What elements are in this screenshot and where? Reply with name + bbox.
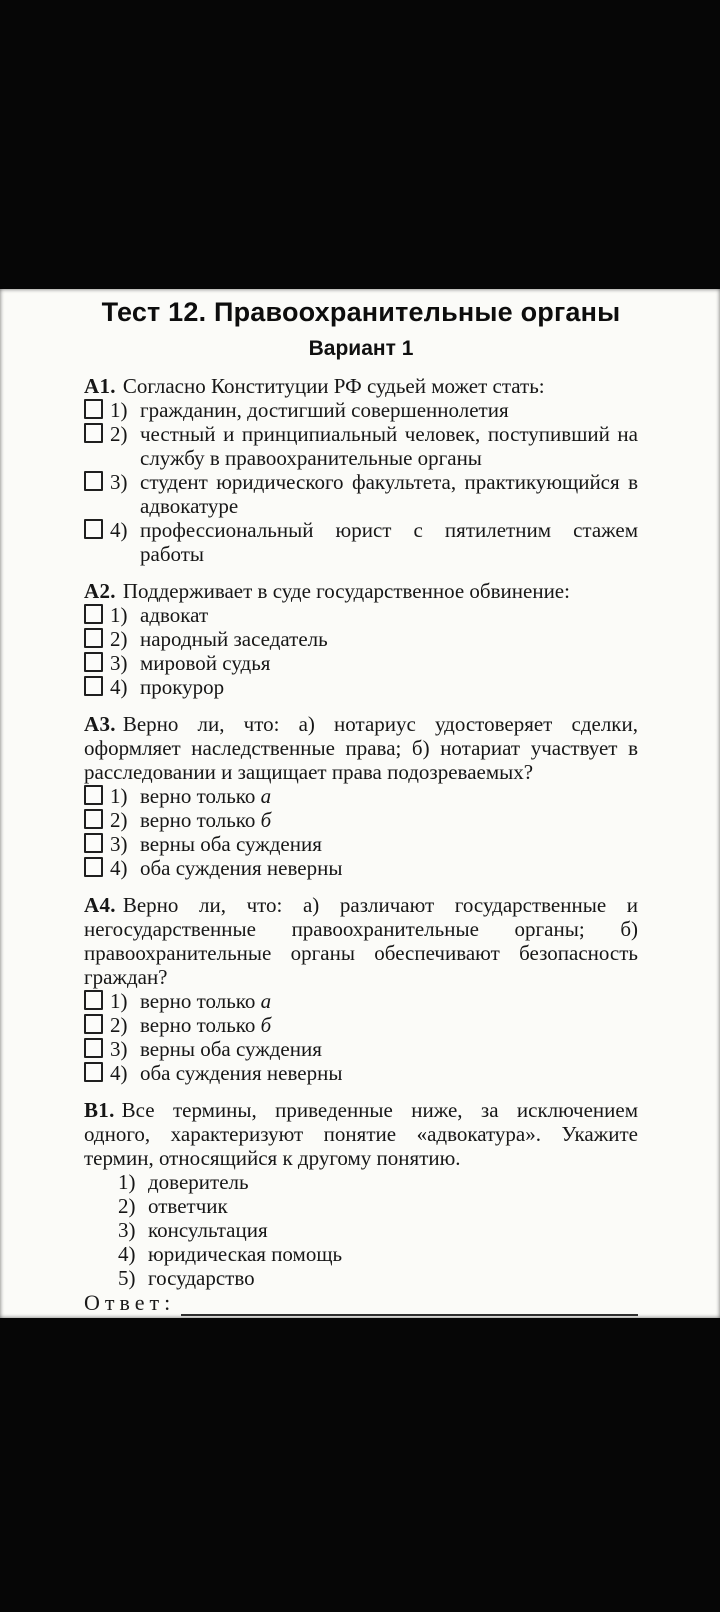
question-label: В1. bbox=[84, 1098, 115, 1122]
option-number: 1) bbox=[118, 1170, 136, 1194]
option-row bbox=[84, 1013, 638, 1037]
option-text: народный заседатель bbox=[140, 627, 328, 651]
answer-checkbox[interactable] bbox=[84, 1038, 103, 1058]
option-row bbox=[84, 784, 638, 808]
option-number: 1) bbox=[110, 784, 128, 808]
option-number: 4) bbox=[110, 856, 128, 880]
variant-label: Вариант 1 bbox=[308, 337, 414, 360]
option-text: прокурор bbox=[140, 675, 225, 699]
option-text: ответчик bbox=[148, 1194, 228, 1218]
question-text bbox=[84, 374, 638, 398]
option-row bbox=[84, 422, 638, 470]
option-text: верны оба суждения bbox=[140, 832, 322, 856]
option-number: 2) bbox=[110, 422, 128, 446]
option-text: государство bbox=[148, 1266, 255, 1290]
answer-blank-field[interactable] bbox=[181, 1290, 638, 1316]
option-text: верны оба суждения bbox=[140, 1037, 322, 1061]
option-row bbox=[84, 1037, 638, 1061]
option-number: 3) bbox=[110, 1037, 128, 1061]
answer-checkbox[interactable] bbox=[84, 990, 103, 1010]
page-title: Тест 12. Правоохранительные органы bbox=[101, 297, 621, 327]
answer-label: Ответ: bbox=[84, 1290, 176, 1315]
option-text: верно только а bbox=[140, 989, 272, 1013]
question-text bbox=[84, 579, 638, 603]
option-text: консультация bbox=[148, 1218, 268, 1242]
question-block-A2 bbox=[84, 579, 638, 699]
option-text-italic: а bbox=[260, 784, 272, 808]
question-statement: Верно ли, что: а) нотариус удостоверяет сделки, оформляет наследственные права; б) нотариат участвует в расследовании и защищает права подозреваемых? bbox=[84, 712, 638, 784]
question-statement: Все термины, приведенные ниже, за исключением одного, характеризуют понятие «адвокатура». Укажите термин, относящийся к другому понятию. bbox=[84, 1098, 638, 1170]
option-text: мировой судья bbox=[140, 651, 271, 675]
option-number: 2) bbox=[110, 1013, 128, 1037]
question-text bbox=[84, 893, 638, 989]
question-statement: Согласно Конституции РФ судьей может стать: bbox=[122, 374, 545, 398]
answer-checkbox[interactable] bbox=[84, 471, 103, 491]
option-text: оба суждения неверны bbox=[140, 1061, 343, 1085]
question-label: А2. bbox=[84, 579, 116, 603]
answer-checkbox[interactable] bbox=[84, 809, 103, 829]
option-row bbox=[84, 1194, 638, 1218]
option-number: 1) bbox=[110, 989, 128, 1013]
answer-checkbox[interactable] bbox=[84, 676, 103, 696]
option-text: гражданин, достигший совершеннолетия bbox=[140, 398, 509, 422]
option-text: верно только а bbox=[140, 784, 272, 808]
option-row bbox=[84, 832, 638, 856]
option-row bbox=[84, 627, 638, 651]
option-row bbox=[84, 518, 638, 566]
option-number: 4) bbox=[118, 1242, 136, 1266]
option-text: верно только б bbox=[140, 808, 272, 832]
option-row bbox=[84, 1218, 638, 1242]
option-number: 2) bbox=[118, 1194, 136, 1218]
option-text: профессиональный юрист с пятилетним стажем работы bbox=[140, 518, 638, 566]
option-row bbox=[84, 470, 638, 518]
option-number: 2) bbox=[110, 627, 128, 651]
option-text: доверитель bbox=[148, 1170, 249, 1194]
question-block-A3 bbox=[84, 712, 638, 880]
option-number: 3) bbox=[118, 1218, 136, 1242]
answer-checkbox[interactable] bbox=[84, 423, 103, 443]
option-number: 3) bbox=[110, 470, 128, 494]
question-statement: Поддерживает в суде государственное обвинение: bbox=[122, 579, 570, 603]
answer-checkbox[interactable] bbox=[84, 604, 103, 624]
question-label: А4. bbox=[84, 893, 116, 917]
question-text bbox=[84, 712, 638, 784]
option-number: 3) bbox=[110, 651, 128, 675]
option-text-italic: б bbox=[260, 808, 272, 832]
option-row bbox=[84, 808, 638, 832]
answer-checkbox[interactable] bbox=[84, 628, 103, 648]
question-label: А1. bbox=[84, 374, 116, 398]
option-text: адвокат bbox=[140, 603, 209, 627]
answer-checkbox[interactable] bbox=[84, 1062, 103, 1082]
option-row bbox=[84, 856, 638, 880]
option-row bbox=[84, 1170, 638, 1194]
answer-checkbox[interactable] bbox=[84, 652, 103, 672]
answer-checkbox[interactable] bbox=[84, 857, 103, 877]
option-number: 4) bbox=[110, 675, 128, 699]
answer-checkbox[interactable] bbox=[84, 1014, 103, 1034]
option-number: 2) bbox=[110, 808, 128, 832]
option-number: 4) bbox=[110, 518, 128, 542]
option-number: 4) bbox=[110, 1061, 128, 1085]
answer-checkbox[interactable] bbox=[84, 399, 103, 419]
answer-row bbox=[84, 1290, 638, 1316]
option-number: 1) bbox=[110, 603, 128, 627]
option-text: студент юридического факультета, практикующийся в адвокатуре bbox=[140, 470, 638, 518]
option-text-italic: а bbox=[260, 989, 272, 1013]
questions bbox=[84, 361, 638, 1290]
option-number: 5) bbox=[118, 1266, 136, 1290]
question-block-A1 bbox=[84, 374, 638, 566]
question-statement: Верно ли, что: а) различают государственные и негосударственные правоохранительные органы; б) правоохранительные органы обеспечивают безопасность граждан? bbox=[84, 893, 638, 989]
option-row bbox=[84, 675, 638, 699]
option-row bbox=[84, 651, 638, 675]
option-row bbox=[84, 603, 638, 627]
option-row bbox=[84, 989, 638, 1013]
option-row bbox=[84, 1061, 638, 1085]
question-text bbox=[84, 1098, 638, 1170]
option-row bbox=[84, 1242, 638, 1266]
question-label: А3. bbox=[84, 712, 116, 736]
option-text: юридическая помощь bbox=[148, 1242, 343, 1266]
option-number: 1) bbox=[110, 398, 128, 422]
option-text: честный и принципиальный человек, поступивший на службу в правоохранительные органы bbox=[140, 422, 638, 470]
option-row bbox=[84, 398, 638, 422]
answer-checkbox[interactable] bbox=[84, 785, 103, 805]
question-block-A4 bbox=[84, 893, 638, 1085]
question-block-B1 bbox=[84, 1098, 638, 1290]
scanned-test-page bbox=[0, 289, 720, 1318]
answer-checkbox[interactable] bbox=[84, 519, 103, 539]
answer-checkbox[interactable] bbox=[84, 833, 103, 853]
option-text: верно только б bbox=[140, 1013, 272, 1037]
option-text: оба суждения неверны bbox=[140, 856, 343, 880]
option-number: 3) bbox=[110, 832, 128, 856]
option-text-italic: б bbox=[260, 1013, 272, 1037]
option-row bbox=[84, 1266, 638, 1290]
